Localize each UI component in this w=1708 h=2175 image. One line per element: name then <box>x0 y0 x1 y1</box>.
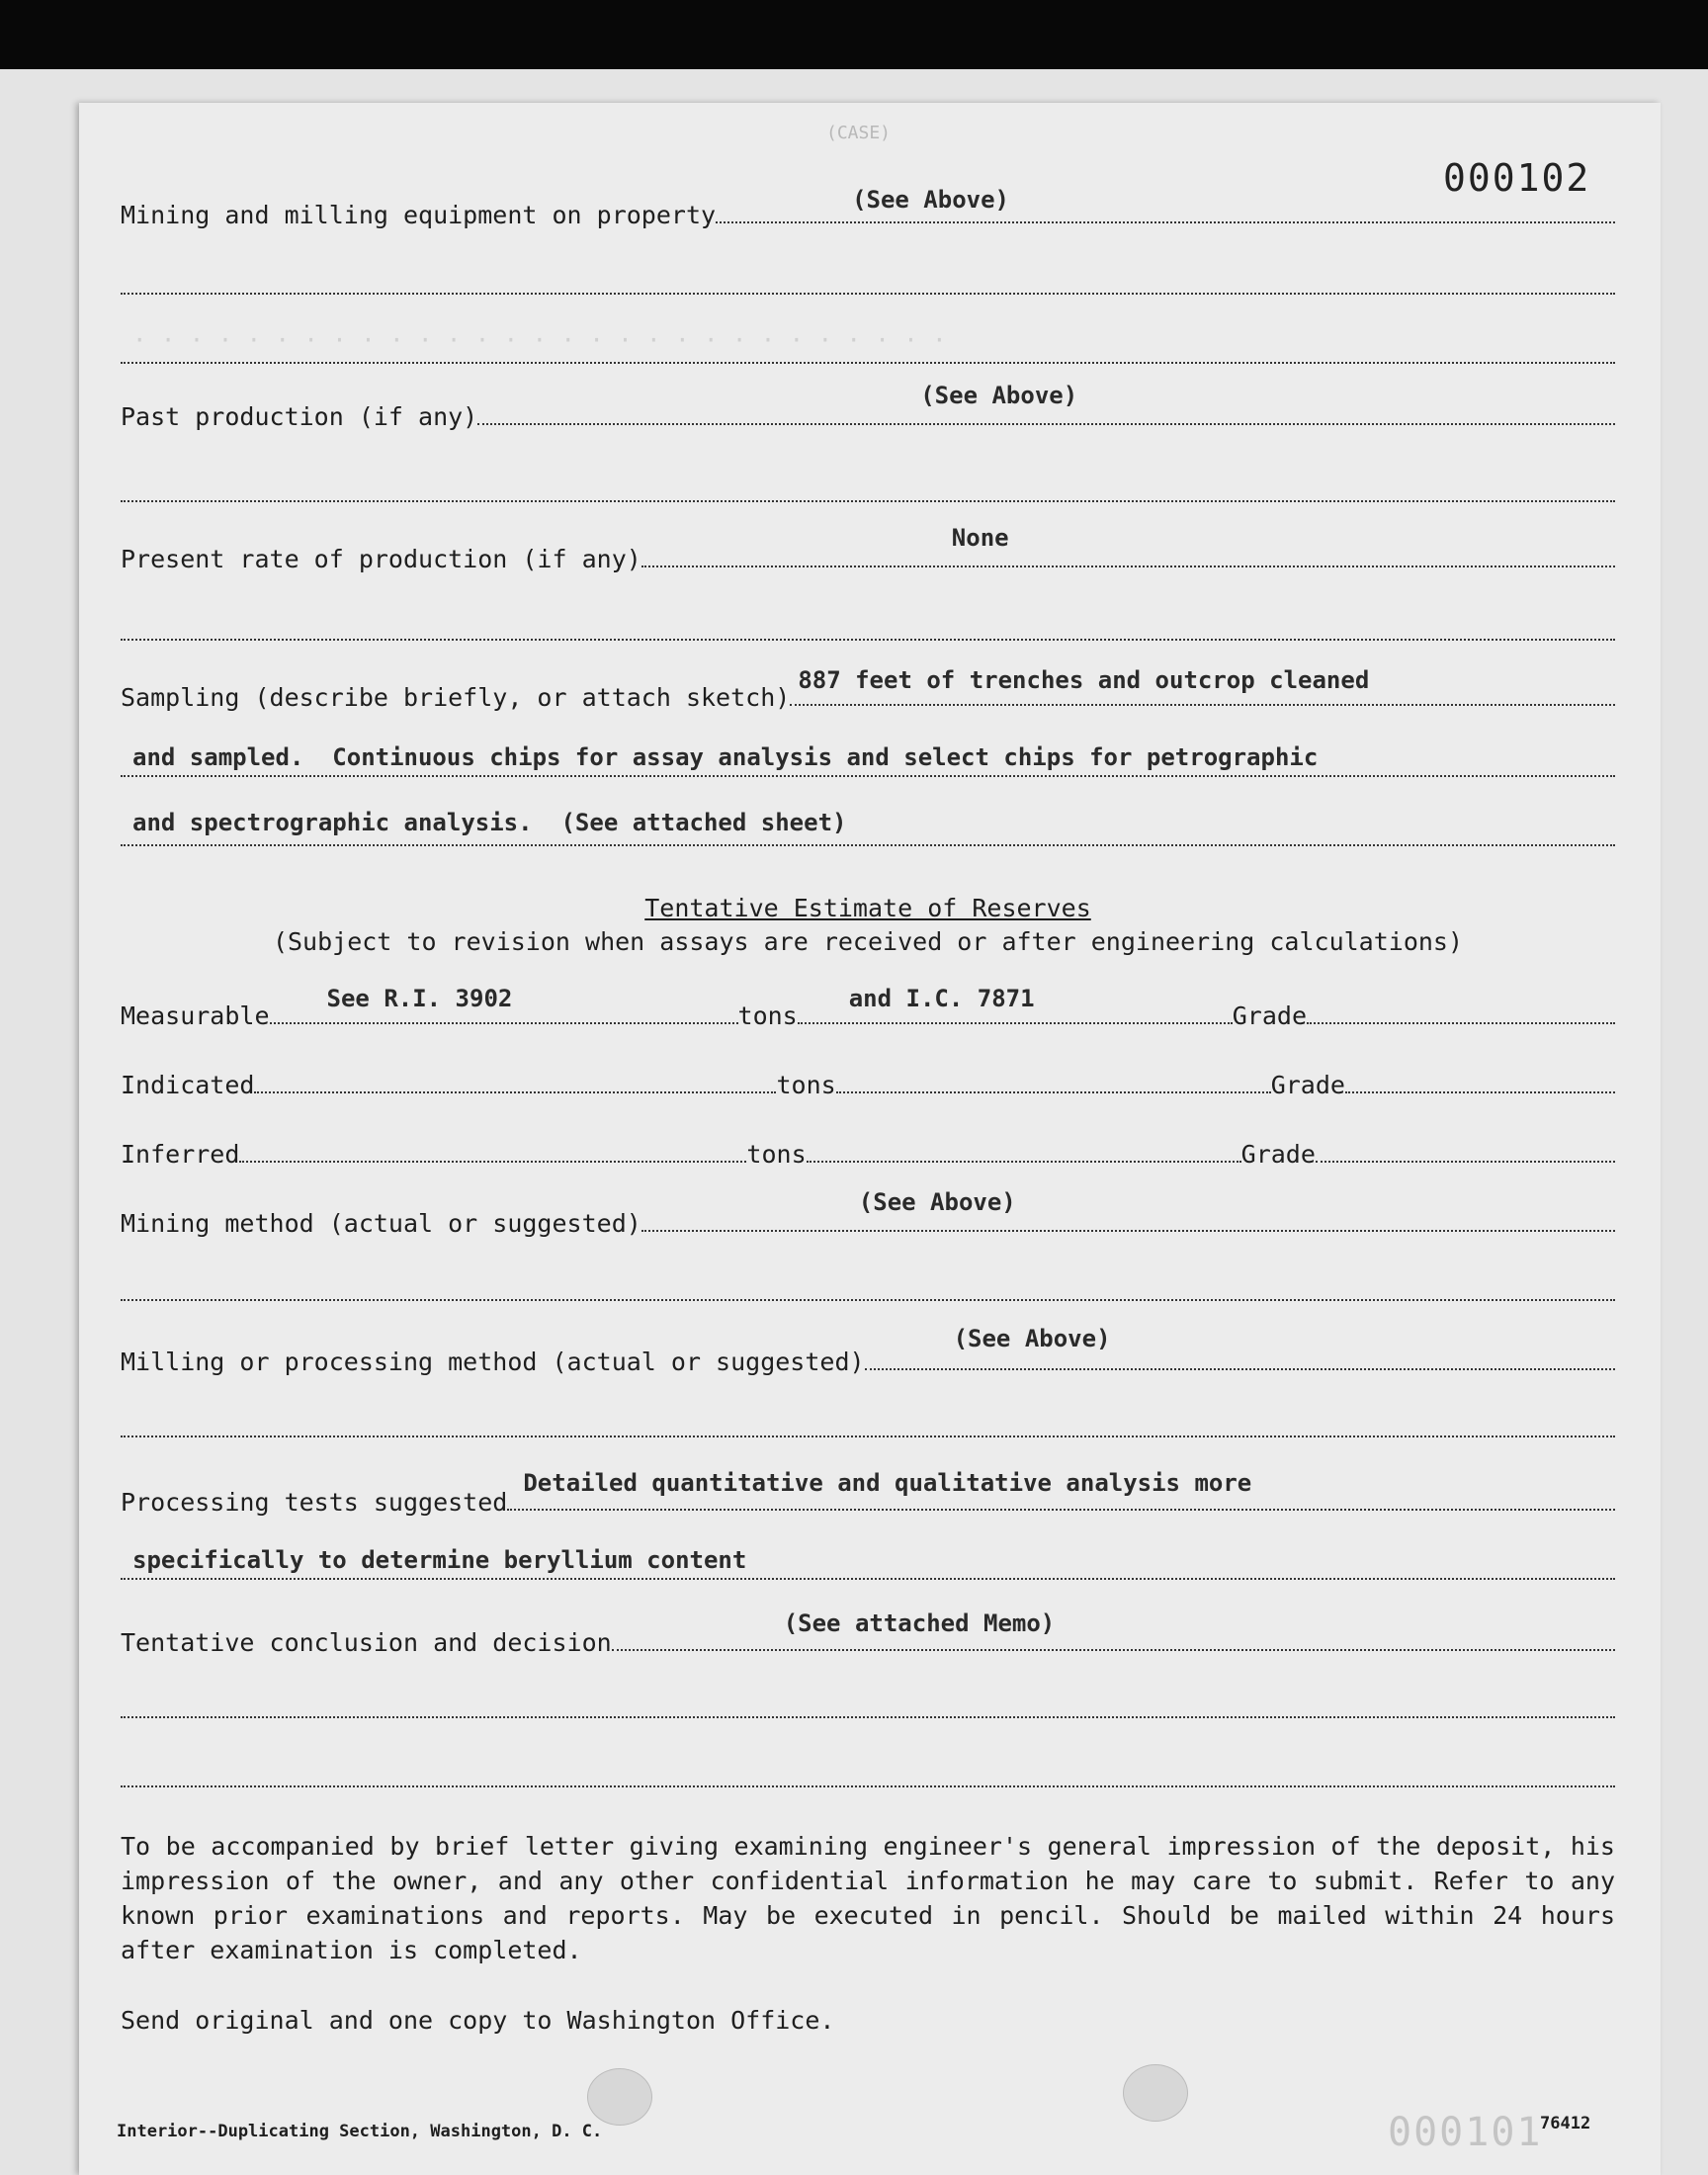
stamp-number: 000101 <box>1388 2110 1543 2155</box>
grade-label: Grade <box>1240 1140 1316 1169</box>
blank-line <box>121 1578 1615 1580</box>
tons-fill-line <box>239 1125 746 1163</box>
reserve-row-measurable <box>121 985 1615 1030</box>
field-conclusion <box>121 1610 1615 1657</box>
field-value: (See Above) <box>953 1325 1111 1352</box>
field-value: (See Above) <box>858 1188 1016 1216</box>
faint-header: (CASE) <box>826 123 892 143</box>
blank-line <box>121 1299 1615 1301</box>
field-value: None <box>951 524 1009 552</box>
bleed-through-text: · · · · · · · · · · · · · · · · · · · · · · · · · · · · · <box>132 326 947 354</box>
fill-line <box>507 1469 1615 1511</box>
reserves-title: Tentative Estimate of Reserves <box>644 894 1091 922</box>
reserves-subtitle: (Subject to revision when assays are received or after engineering calculations) <box>272 927 1464 956</box>
field-label: Mining method (actual or suggested) <box>121 1209 641 1238</box>
tons-value: See R.I. 3902 <box>326 985 513 1012</box>
footer-printer-line: Interior--Duplicating Section, Washington, D. C. <box>117 2122 603 2141</box>
field-value: (See attached Memo) <box>783 1610 1056 1637</box>
grade-fill-line <box>1316 1125 1615 1163</box>
tons-label: tons <box>746 1140 807 1169</box>
grade-fill-line <box>1345 1056 1615 1093</box>
field-label: Processing tests suggested <box>121 1488 508 1517</box>
field-label: Tentative conclusion and decision <box>121 1628 612 1657</box>
field-mining-method <box>121 1188 1615 1238</box>
fill-line <box>477 382 1615 425</box>
field-present-rate <box>121 524 1615 573</box>
blank-line <box>121 1785 1615 1787</box>
reserve-row-inferred <box>121 1133 1615 1169</box>
sampling-line-2: and sampled. Continuous chips for assay analysis and select chips for petrographic <box>132 743 1319 771</box>
field-label: Present rate of production (if any) <box>121 545 641 573</box>
blank-line <box>121 500 1615 502</box>
fill-line <box>641 524 1615 567</box>
grade-fill-line <box>1307 987 1615 1024</box>
tons-label: tons <box>737 1001 798 1030</box>
reserve-label: Inferred <box>121 1140 240 1169</box>
grade-fill-line <box>798 987 1233 1024</box>
field-past-production <box>121 382 1615 431</box>
document-number: 000102 <box>1443 156 1591 200</box>
grade-label: Grade <box>1232 1001 1307 1030</box>
field-mining-equipment <box>121 186 1615 229</box>
field-milling-method <box>121 1325 1615 1376</box>
grade-value: and I.C. 7871 <box>848 985 1035 1012</box>
fill-line <box>612 1610 1615 1651</box>
field-label: Mining and milling equipment on property <box>121 201 717 229</box>
send-note: Send original and one copy to Washington Office. <box>121 2006 835 2035</box>
field-value: Detailed quantitative and qualitative analysis more <box>523 1469 1252 1497</box>
field-processing-tests <box>121 1469 1615 1517</box>
blank-line <box>121 844 1615 846</box>
blank-line <box>121 1716 1615 1718</box>
blank-line <box>121 775 1615 777</box>
reserve-label: Indicated <box>121 1071 255 1099</box>
blank-line <box>121 639 1615 641</box>
fill-line <box>865 1325 1615 1370</box>
reserve-label: Measurable <box>121 1001 270 1030</box>
tons-label: tons <box>776 1071 836 1099</box>
field-value: 887 feet of trenches and outcrop cleaned <box>798 666 1370 694</box>
processing-tests-line-2: specifically to determine beryllium content <box>132 1546 747 1574</box>
sampling-line-3: and spectrographic analysis. (See attached sheet) <box>132 809 847 836</box>
grade-fill-line <box>836 1056 1271 1093</box>
blank-line <box>121 293 1615 295</box>
fill-line <box>790 668 1615 706</box>
grade-label: Grade <box>1270 1071 1345 1099</box>
field-label: Sampling (describe briefly, or attach sketch) <box>121 683 791 712</box>
field-label: Past production (if any) <box>121 402 478 431</box>
blank-line <box>121 362 1615 364</box>
blank-line <box>121 1436 1615 1437</box>
instructions-paragraph: To be accompanied by brief letter giving examining engineer's general impression of the deposit, his impression of the owner, and any other confidential information he may care to submit. Refer to any known prior examinations and reports. May be executed in pencil. Should be mailed within 24 hours after examination is completed. <box>121 1832 1615 1964</box>
tons-fill-line <box>254 1056 776 1093</box>
grade-fill-line <box>807 1125 1241 1163</box>
fill-line <box>641 1188 1615 1232</box>
scanner-top-border <box>0 0 1708 69</box>
field-sampling <box>121 666 1615 712</box>
fill-line <box>716 186 1615 223</box>
field-value: (See Above) <box>920 382 1078 409</box>
field-label: Milling or processing method (actual or suggested) <box>121 1348 865 1376</box>
form-code: 76412 <box>1540 2114 1591 2133</box>
field-value: (See Above) <box>852 186 1010 214</box>
tons-fill-line <box>270 987 738 1024</box>
reserve-row-indicated <box>121 1064 1615 1099</box>
punch-hole <box>1123 2064 1188 2122</box>
punch-hole <box>587 2068 652 2126</box>
